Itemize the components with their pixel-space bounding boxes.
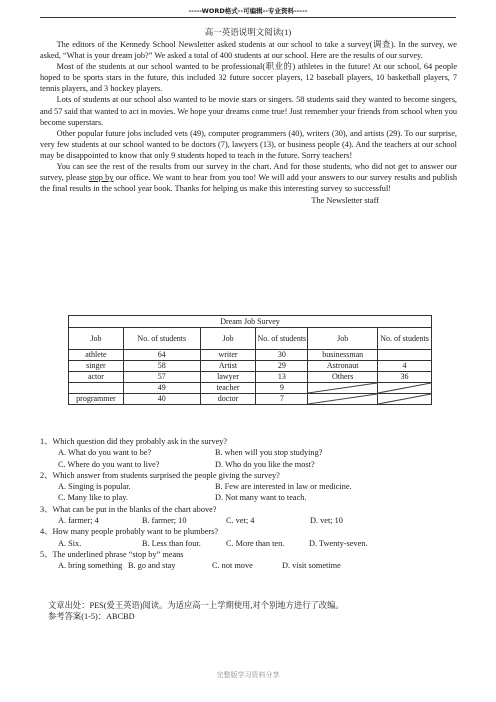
column-header: No. of students xyxy=(123,328,200,350)
option-row xyxy=(40,560,460,571)
table-cell: programmer xyxy=(69,394,124,405)
diagonal-line xyxy=(308,394,377,404)
table-cell: 7 xyxy=(256,394,308,405)
column-header: Job xyxy=(69,328,124,350)
table-cell: 64 xyxy=(123,350,200,361)
paragraph: Most of the students at our school wanted to be professional(职业的) athletes in the future! At our school, 64 people hoped to be sports stars in the future, this included 32 future soccer players, 12 baseball players, 10 basketball players, 7 tennis players, and 3 hockey players. xyxy=(40,62,457,94)
question-list xyxy=(40,436,460,572)
diagonal-cell xyxy=(308,383,378,394)
answer-option: C. Many like to play. xyxy=(58,493,128,503)
option-row xyxy=(40,538,460,549)
paragraph-text: our office. We want to hear from you too! We will add your answers to our survey results and publish the final results in the school year book. Thanks for helping us make this interesting survey so successful! xyxy=(40,173,457,194)
question-stem: 3、What can be put in the blanks of the chart above? xyxy=(40,504,217,514)
table-cell xyxy=(378,350,432,361)
option-row xyxy=(40,481,460,492)
answer-option: A. bring something xyxy=(58,561,123,571)
answer-option: A. farmer; 4 xyxy=(58,516,99,526)
answer-option: A. Singing is popular. xyxy=(58,482,131,492)
paragraph-text: You can see the rest of the results from our survey in the chart. And for those students, who did not get to answer our survey, please xyxy=(40,162,457,183)
dream-job-survey-table xyxy=(68,315,432,405)
column-header: No. of students xyxy=(378,328,432,350)
column-header: Job xyxy=(308,328,378,350)
table-header-row xyxy=(69,328,432,350)
table-cell: 58 xyxy=(123,361,200,372)
table-cell: Astronaut xyxy=(308,361,378,372)
answer-option: D. Not many want to teach. xyxy=(215,493,307,503)
diagonal-line xyxy=(378,383,431,393)
diagonal-cell xyxy=(308,394,378,405)
diagonal-cell xyxy=(378,394,432,405)
diagonal-cell xyxy=(378,383,432,394)
document-title: 高一英语说明文阅读(1) xyxy=(204,27,292,37)
paragraph: Lots of students at our school also wanted to be movie stars or singers. 58 students said they wanted to become singers, and 57 said that wanted to act in movies. We hope your dreams come true! Just remember your friends from school when you become superstars. xyxy=(40,95,457,127)
question-stem: 4、How many people probably want to be plumbers? xyxy=(40,527,219,537)
article-body xyxy=(40,39,457,206)
paragraph: The editors of the Kennedy School Newsletter asked students at our school to take a survey(调查). In the survey, we asked, “What is your dream job?” We asked a total of 400 students at our school. Here are the results of our survey. xyxy=(40,40,457,61)
table-row xyxy=(69,394,432,405)
table-cell: lawyer xyxy=(200,372,256,383)
table-row xyxy=(69,350,432,361)
table-cell: 36 xyxy=(378,372,432,383)
table-cell: athlete xyxy=(69,350,124,361)
answer-option: B. when will you stop studying? xyxy=(215,448,323,458)
table-cell: doctor xyxy=(200,394,256,405)
answer-option: C. not move xyxy=(212,561,253,571)
table-cell: Artist xyxy=(200,361,256,372)
answer-option: D. Twenty-seven. xyxy=(309,538,368,548)
table-cell: 30 xyxy=(256,350,308,361)
underlined-phrase: stop by xyxy=(89,173,114,183)
table-row xyxy=(69,361,432,372)
answer-option: C. Where do you want to live? xyxy=(58,459,160,469)
option-row xyxy=(40,515,460,526)
diagonal-line xyxy=(378,394,431,404)
question-stem: 2、Which answer from students surprised the people giving the survey? xyxy=(40,470,280,480)
answer-option: B. Few are interested in law or medicine. xyxy=(215,482,352,492)
paragraph: Other popular future jobs included vets (49), computer programmers (40), writers (30), and artists (29). To our surprise, very few students at our school wanted to be doctors (7), lawyers (13), or business people (4). And the teachers at our school may be disappointed to know that only 9 students hoped to teach in the future. Sorry teachers! xyxy=(40,128,457,160)
answer-option: A. What do you want to be? xyxy=(58,448,152,458)
answer-option: A. Six. xyxy=(58,538,82,548)
table-cell: writer xyxy=(200,350,256,361)
table-row xyxy=(69,372,432,383)
table-cell: Others xyxy=(308,372,378,383)
signature: The Newsletter staff xyxy=(311,196,379,206)
column-header: No. of students xyxy=(256,328,308,350)
question-stem: 1、Which question did they probably ask in the survey? xyxy=(40,437,228,446)
answer-option: B. farmer; 10 xyxy=(142,516,187,526)
table-row xyxy=(69,383,432,394)
table-cell: 40 xyxy=(123,394,200,405)
answer-key: 参考答案(1-5)：ABCBD xyxy=(48,612,135,622)
page-footer: 完整版学习资料分享 xyxy=(216,671,280,679)
table-cell: 4 xyxy=(378,361,432,372)
table-cell: businessman xyxy=(308,350,378,361)
table-cell xyxy=(69,383,124,394)
option-row xyxy=(40,447,460,458)
paragraph xyxy=(40,161,457,194)
source-text: 文章出处：PES(爱王英语)阅读。为适应高一上学期使用,对个别地方进行了改编。 xyxy=(48,601,344,610)
table-cell: 49 xyxy=(123,383,200,394)
table-cell: 9 xyxy=(256,383,308,394)
table-cell: 13 xyxy=(256,372,308,383)
answer-option: C. More than ten. xyxy=(226,538,285,548)
diagonal-line xyxy=(308,383,377,393)
table-cell: 57 xyxy=(123,372,200,383)
answer-option: C. vet; 4 xyxy=(226,516,255,526)
answer-option: B. go and stay xyxy=(128,561,176,571)
option-row xyxy=(40,492,460,503)
table-caption: Dream Job Survey xyxy=(69,316,432,328)
table-cell: singer xyxy=(69,361,124,372)
column-header: Job xyxy=(200,328,256,350)
header-divider xyxy=(40,17,456,18)
answer-option: D. vet; 10 xyxy=(310,516,343,526)
question-stem: 5、The underlined phrase “stop by” means xyxy=(40,549,184,559)
source-notes xyxy=(48,600,468,623)
page-header: -----WORD格式--可编辑--专业资料----- xyxy=(188,7,308,15)
answer-option: D. Who do you like the most? xyxy=(215,459,315,469)
table-cell: teacher xyxy=(200,383,256,394)
answer-option: D. visit sometime xyxy=(282,561,341,571)
option-row xyxy=(40,459,460,470)
answer-option: B. Less than four. xyxy=(142,538,201,548)
table-cell: 29 xyxy=(256,361,308,372)
table-cell: actor xyxy=(69,372,124,383)
